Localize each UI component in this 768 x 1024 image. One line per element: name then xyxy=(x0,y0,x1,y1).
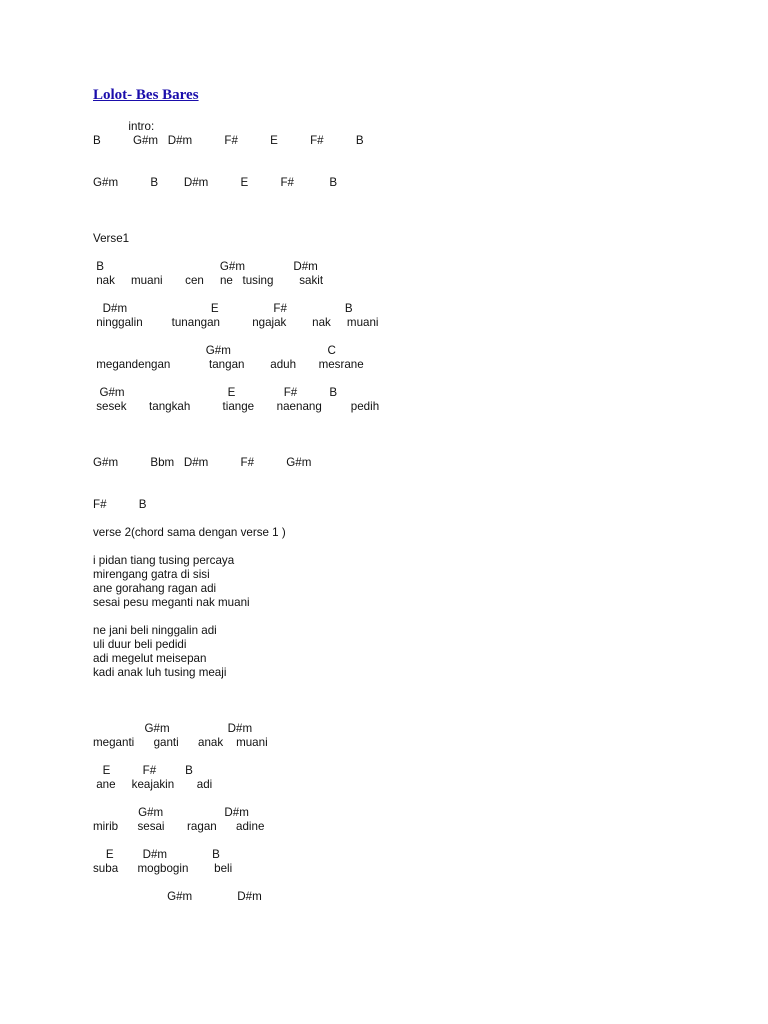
sheet-line xyxy=(93,428,733,442)
sheet-line xyxy=(93,512,733,526)
sheet-line: suba mogbogin beli xyxy=(93,862,233,875)
sheet-line xyxy=(93,204,733,218)
sheet-line: mirib sesai ragan adine xyxy=(93,820,265,833)
sheet-line: Verse1 xyxy=(93,232,130,245)
chord-sheet-body xyxy=(93,120,733,904)
sheet-line: meganti ganti anak muani xyxy=(93,736,268,749)
sheet-line: G#m B D#m E F# B xyxy=(93,176,338,189)
sheet-line xyxy=(93,288,733,302)
sheet-line xyxy=(93,694,733,708)
chord-sheet xyxy=(93,86,733,904)
sheet-line xyxy=(93,414,733,428)
sheet-line xyxy=(93,680,733,694)
sheet-line: G#m D#m xyxy=(93,806,249,819)
sheet-line: nak muani cen ne tusing sakit xyxy=(93,274,324,287)
sheet-line xyxy=(93,246,733,260)
sheet-line: E F# B xyxy=(93,764,193,777)
sheet-line xyxy=(93,442,733,456)
sheet-line xyxy=(93,792,733,806)
sheet-line: G#m D#m xyxy=(93,890,262,903)
sheet-line xyxy=(93,218,733,232)
sheet-line xyxy=(93,162,733,176)
sheet-line: ane keajakin adi xyxy=(93,778,213,791)
sheet-line xyxy=(93,540,733,554)
sheet-line: F# B xyxy=(93,498,147,511)
sheet-line: adi megelut meisepan xyxy=(93,652,207,665)
sheet-line xyxy=(93,610,733,624)
sheet-line: uli duur beli pedidi xyxy=(93,638,187,651)
sheet-line: sesai pesu meganti nak muani xyxy=(93,596,250,609)
sheet-line: ne jani beli ninggalin adi xyxy=(93,624,217,637)
sheet-line: mirengang gatra di sisi xyxy=(93,568,210,581)
sheet-line: E D#m B xyxy=(93,848,220,861)
sheet-line: G#m D#m xyxy=(93,722,253,735)
sheet-line: sesek tangkah tiange naenang pedih xyxy=(93,400,380,413)
sheet-line xyxy=(93,708,733,722)
sheet-line xyxy=(93,484,733,498)
sheet-line xyxy=(93,750,733,764)
song-title-link[interactable]: Lolot- Bes Bares xyxy=(93,87,199,103)
sheet-line xyxy=(93,876,733,890)
sheet-line: kadi anak luh tusing meaji xyxy=(93,666,227,679)
sheet-line: G#m E F# B xyxy=(93,386,338,399)
sheet-line: megandengan tangan aduh mesrane xyxy=(93,358,364,371)
sheet-line xyxy=(93,330,733,344)
sheet-line: verse 2(chord sama dengan verse 1 ) xyxy=(93,526,286,539)
sheet-line: G#m C xyxy=(93,344,336,357)
sheet-line: D#m E F# B xyxy=(93,302,353,315)
sheet-line xyxy=(93,372,733,386)
sheet-line xyxy=(93,470,733,484)
sheet-line xyxy=(93,148,733,162)
sheet-line: G#m Bbm D#m F# G#m xyxy=(93,456,312,469)
sheet-line: intro: xyxy=(93,120,155,133)
sheet-line: i pidan tiang tusing percaya xyxy=(93,554,235,567)
sheet-line: ane gorahang ragan adi xyxy=(93,582,217,595)
sheet-line xyxy=(93,834,733,848)
sheet-line: ninggalin tunangan ngajak nak muani xyxy=(93,316,379,329)
sheet-line: B G#m D#m xyxy=(93,260,318,273)
sheet-line: B G#m D#m F# E F# B xyxy=(93,134,364,147)
sheet-line xyxy=(93,190,733,204)
